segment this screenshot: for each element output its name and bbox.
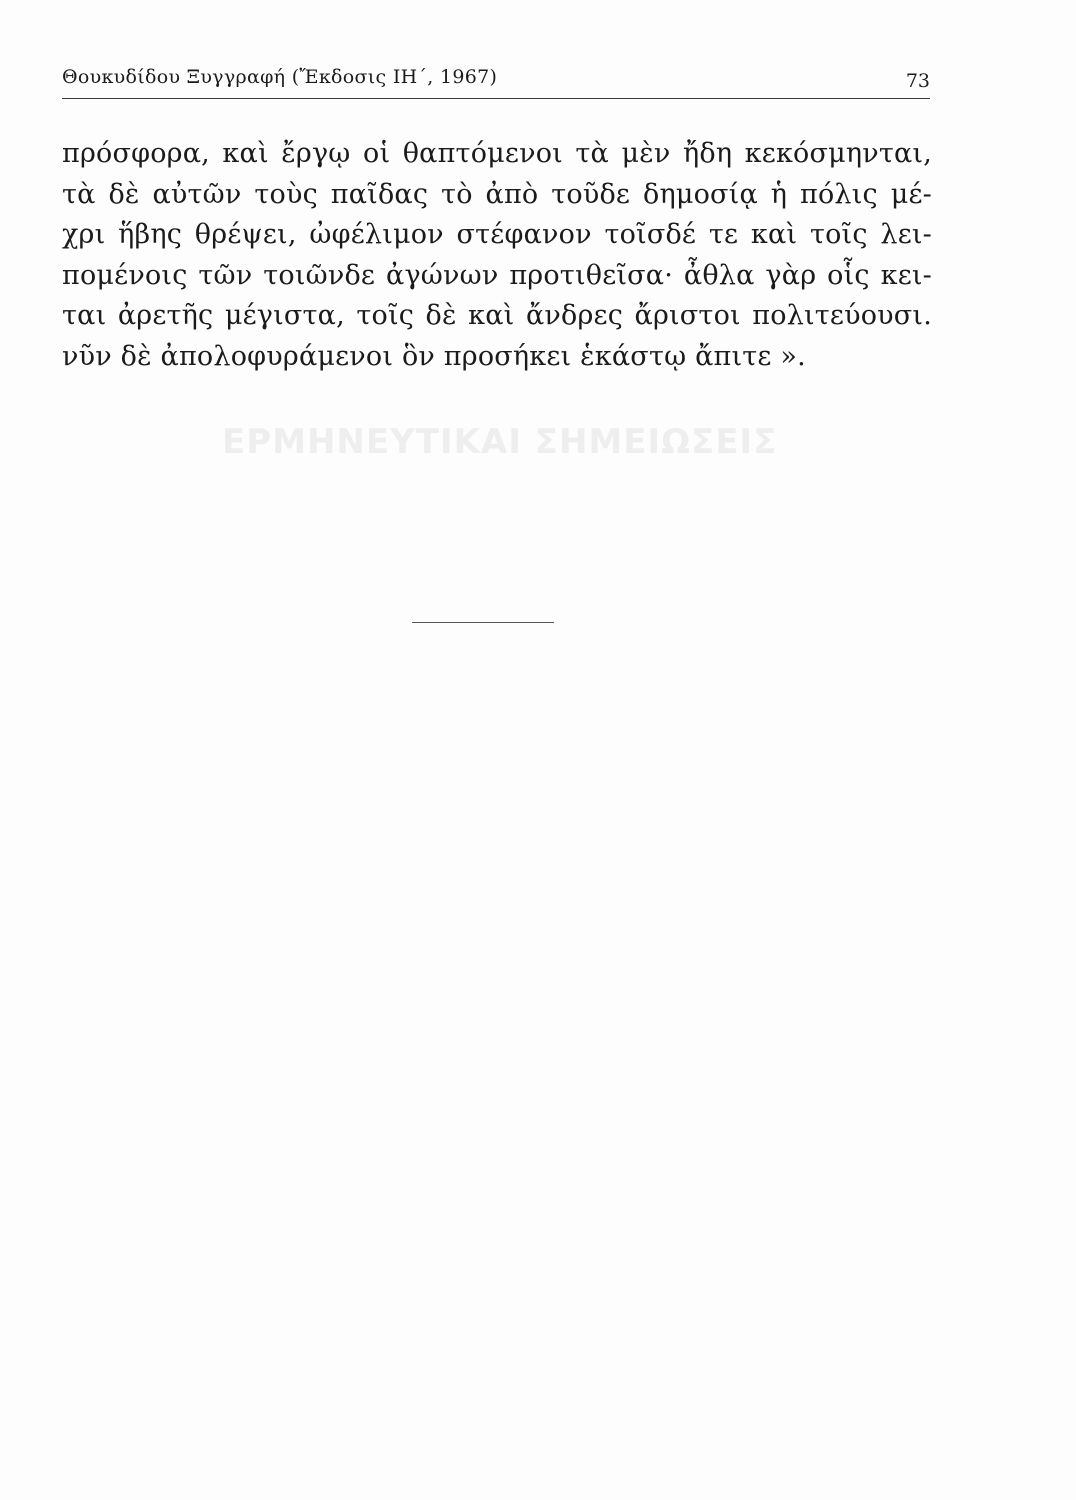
section-end-rule	[412, 622, 554, 623]
text-line: νῦν δὲ ἀπολοφυράμενοι ὃν προσήκει ἑκάστῳ ἄπιτε ».	[62, 340, 806, 372]
text-line: πρόσφορα, καὶ ἔργῳ οἱ θαπτόμενοι τὰ μὲν ἤδη κεκόσμηνται,	[62, 138, 932, 169]
running-title: Θουκυδίδου Ξυγγραφή (Ἔκδοσις ΙΗ΄, 1967)	[62, 66, 498, 88]
text-line: πομένοις τῶν τοιῶνδε ἀγώνων προτιθεῖσα· ἆθλα γὰρ οἷς κει-	[62, 259, 932, 291]
header-rule	[62, 98, 930, 99]
text-line: ται ἀρετῆς μέγιστα, τοῖς δὲ καὶ ἄνδρες ἄριστοι πολιτεύουσι.	[62, 300, 932, 331]
show-through-heading: ΕΡΜΗΝΕΥΤΙΚΑΙ ΣΗΜΕΙΩΣΕΙΣ	[222, 422, 778, 462]
text-line: τὰ δὲ αὐτῶν τοὺς παῖδας τὸ ἀπὸ τοῦδε δημοσίᾳ ἡ πόλις μέ-	[62, 178, 932, 210]
body-text	[62, 134, 932, 377]
running-header	[62, 62, 930, 102]
text-line: χρι ἥβης θρέψει, ὠφέλιμον στέφανον τοῖσδέ τε καὶ τοῖς λει-	[62, 219, 932, 250]
page-number: 73	[905, 70, 930, 92]
